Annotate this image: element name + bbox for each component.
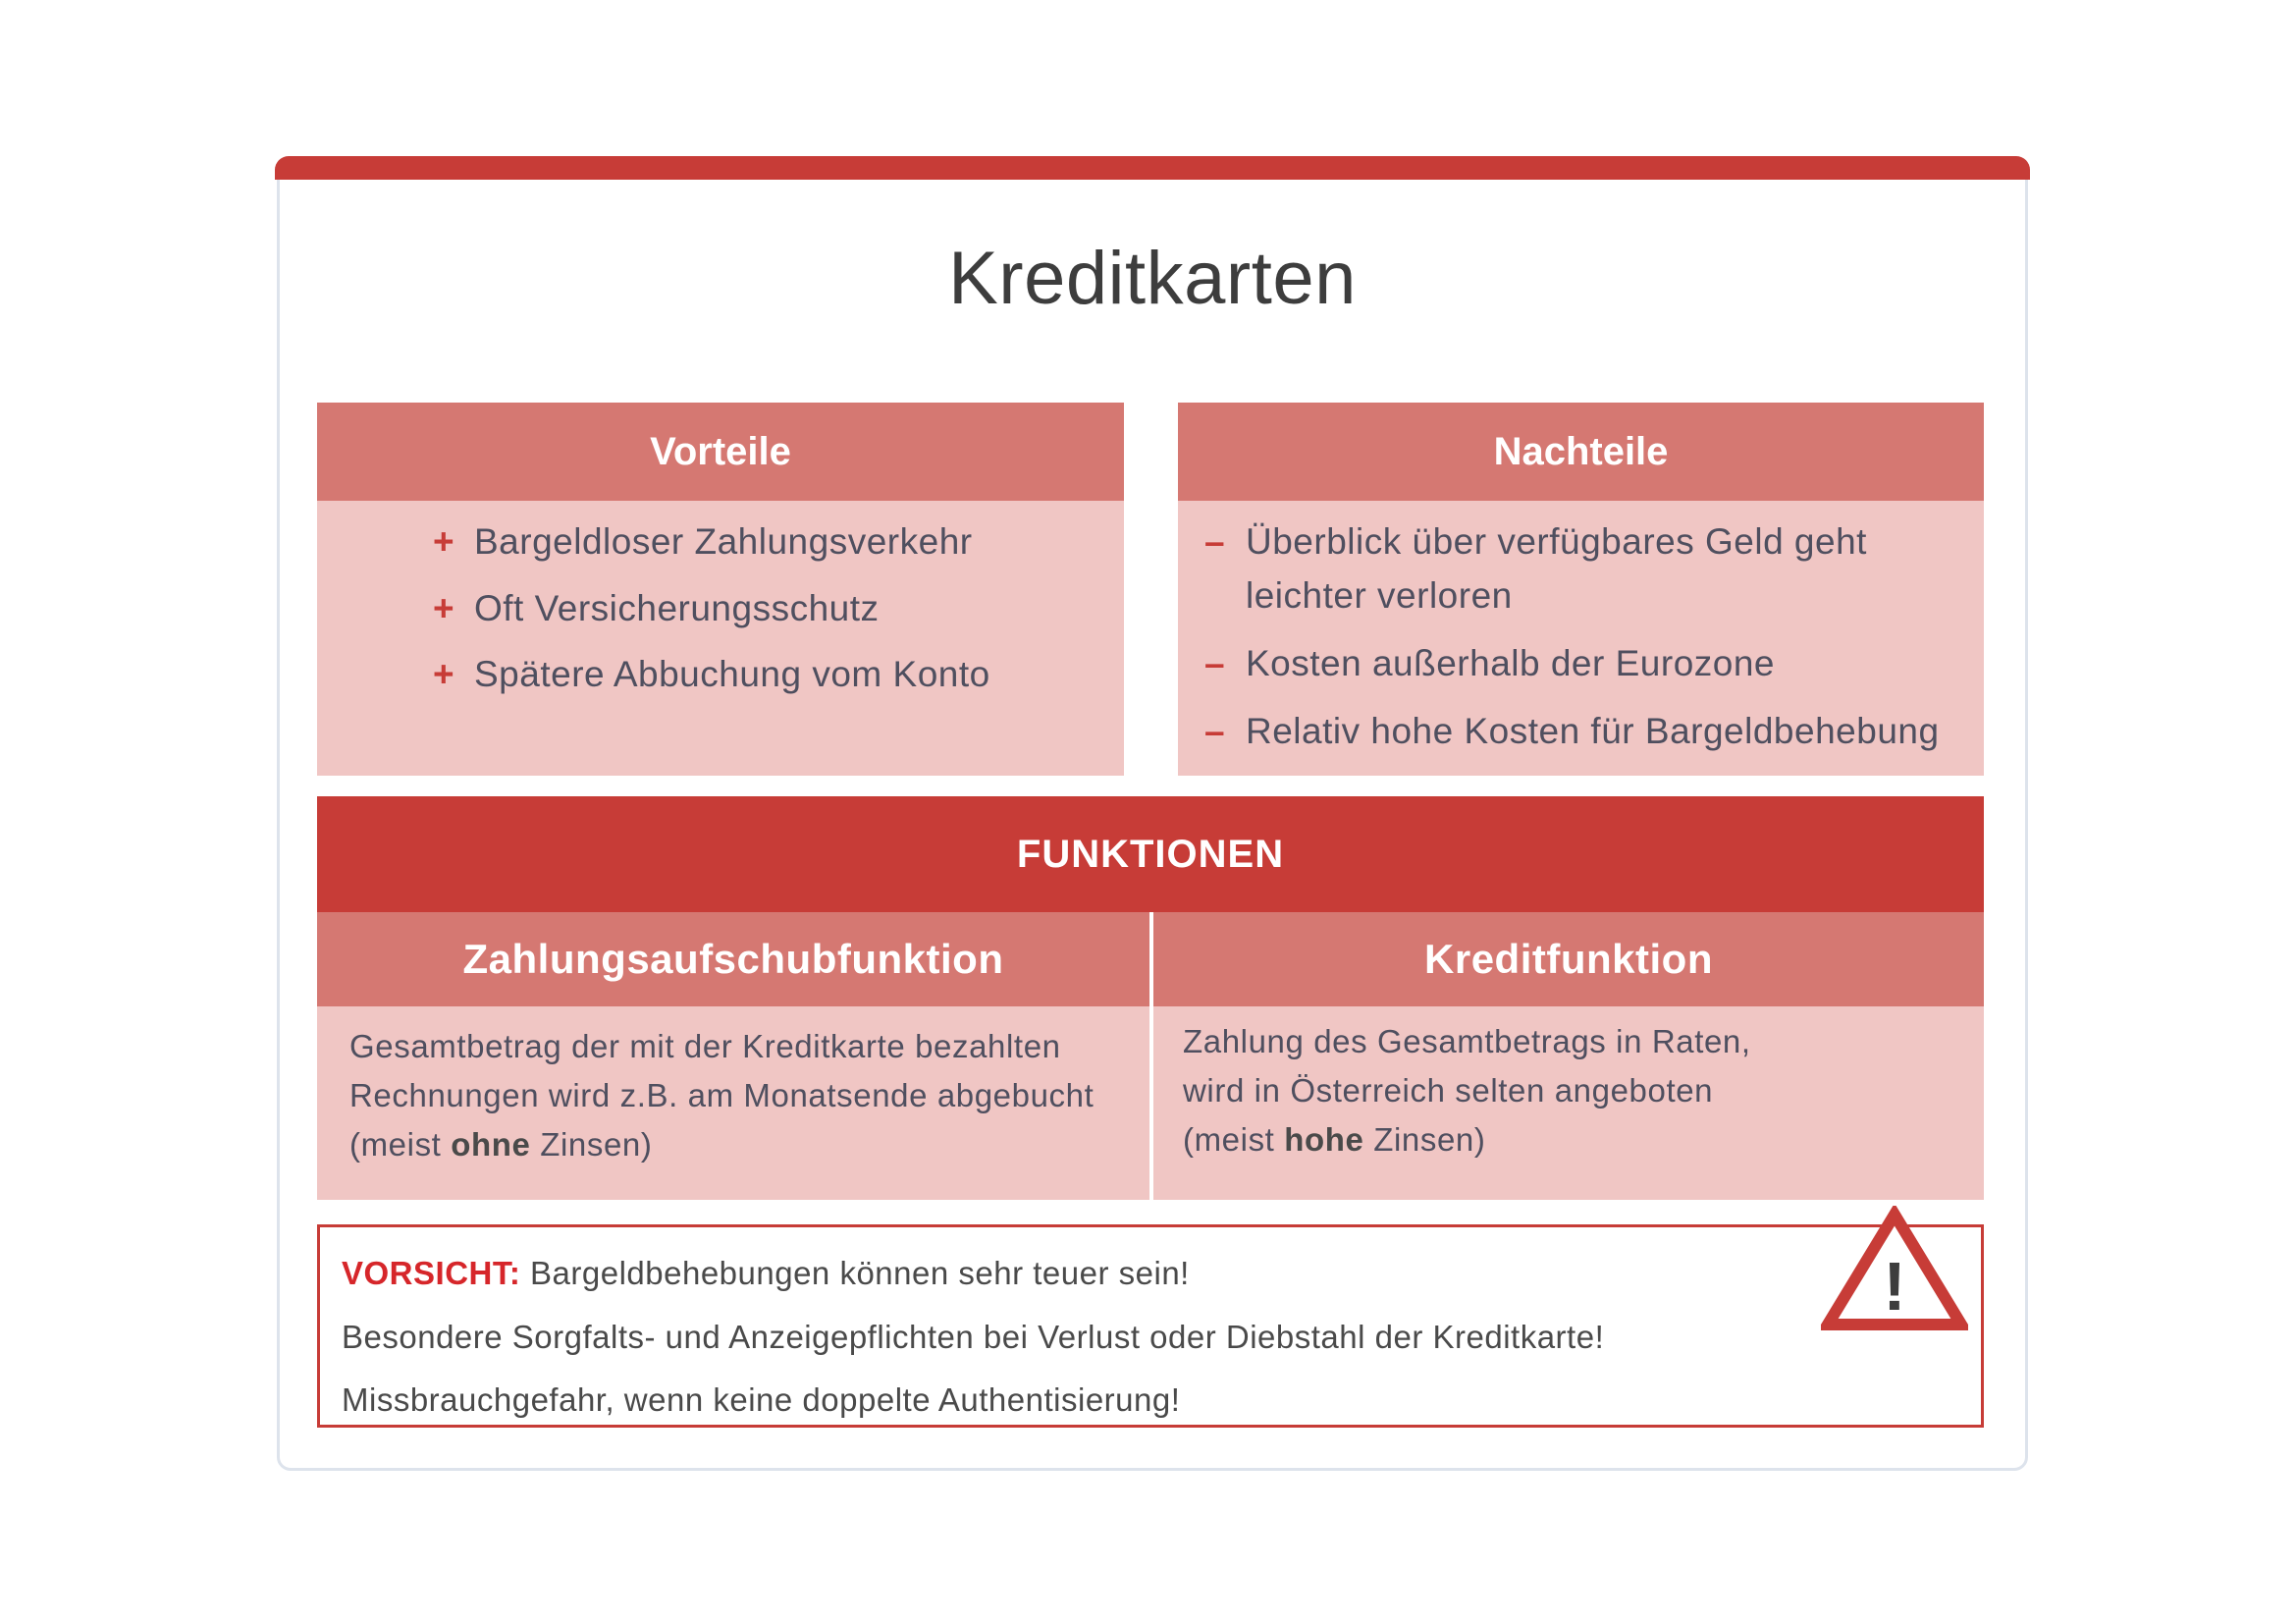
- warning-line-1: VORSICHT: Bargeldbehebungen können sehr teuer sein!: [342, 1255, 1190, 1291]
- zahlungsaufschub-heading: Zahlungsaufschubfunktion: [317, 912, 1149, 1006]
- list-item: – Relativ hohe Kosten für Bargeldbehebung: [1204, 704, 1980, 758]
- list-item: + Oft Versicherungsschutz: [433, 581, 1100, 635]
- plus-icon: +: [433, 588, 455, 628]
- zahlungsaufschub-text: Gesamtbetrag der mit der Kreditkarte bezahlten Rechnungen wird z.B. am Monatsende abgebucht (meist ohne Zinsen): [349, 1028, 1095, 1163]
- vorteile-list: [433, 514, 1100, 715]
- warning-line-2: Besondere Sorgfalts- und Anzeigepflichten bei Verlust oder Diebstahl der Kreditkarte!: [342, 1319, 1605, 1355]
- list-item: + Bargeldloser Zahlungsverkehr: [433, 514, 1100, 568]
- warning-line-3: Missbrauchgefahr, wenn keine doppelte Authentisierung!: [342, 1381, 1181, 1418]
- list-item: – Überblick über verfügbares Geld geht leichter verloren: [1204, 514, 1980, 623]
- card-top-bar: [275, 156, 2030, 180]
- kreditfunktion-heading: Kreditfunktion: [1153, 912, 1984, 1006]
- list-item: – Kosten außerhalb der Eurozone: [1204, 636, 1980, 690]
- list-item: + Spätere Abbuchung vom Konto: [433, 647, 1100, 701]
- kreditfunktion-text: Zahlung des Gesamtbetrags in Raten, wird in Österreich selten angeboten (meist hohe Zinsen): [1183, 1023, 1751, 1158]
- warning-label: VORSICHT:: [342, 1255, 521, 1291]
- column-divider: [1149, 912, 1153, 1200]
- minus-icon: –: [1204, 643, 1226, 683]
- page-title: Kreditkarten: [948, 237, 1357, 320]
- nachteile-heading: Nachteile: [1178, 403, 1984, 501]
- plus-icon: +: [433, 521, 455, 562]
- warning-glyph: !: [1883, 1248, 1906, 1325]
- minus-icon: –: [1204, 521, 1226, 562]
- funktionen-heading: FUNKTIONEN: [317, 796, 1984, 912]
- warning-box: [317, 1224, 1984, 1428]
- warning-triangle-icon: [1821, 1206, 1968, 1333]
- vorteile-heading: Vorteile: [317, 403, 1124, 501]
- plus-icon: +: [433, 654, 455, 694]
- nachteile-list: [1204, 514, 1980, 772]
- minus-icon: –: [1204, 711, 1226, 751]
